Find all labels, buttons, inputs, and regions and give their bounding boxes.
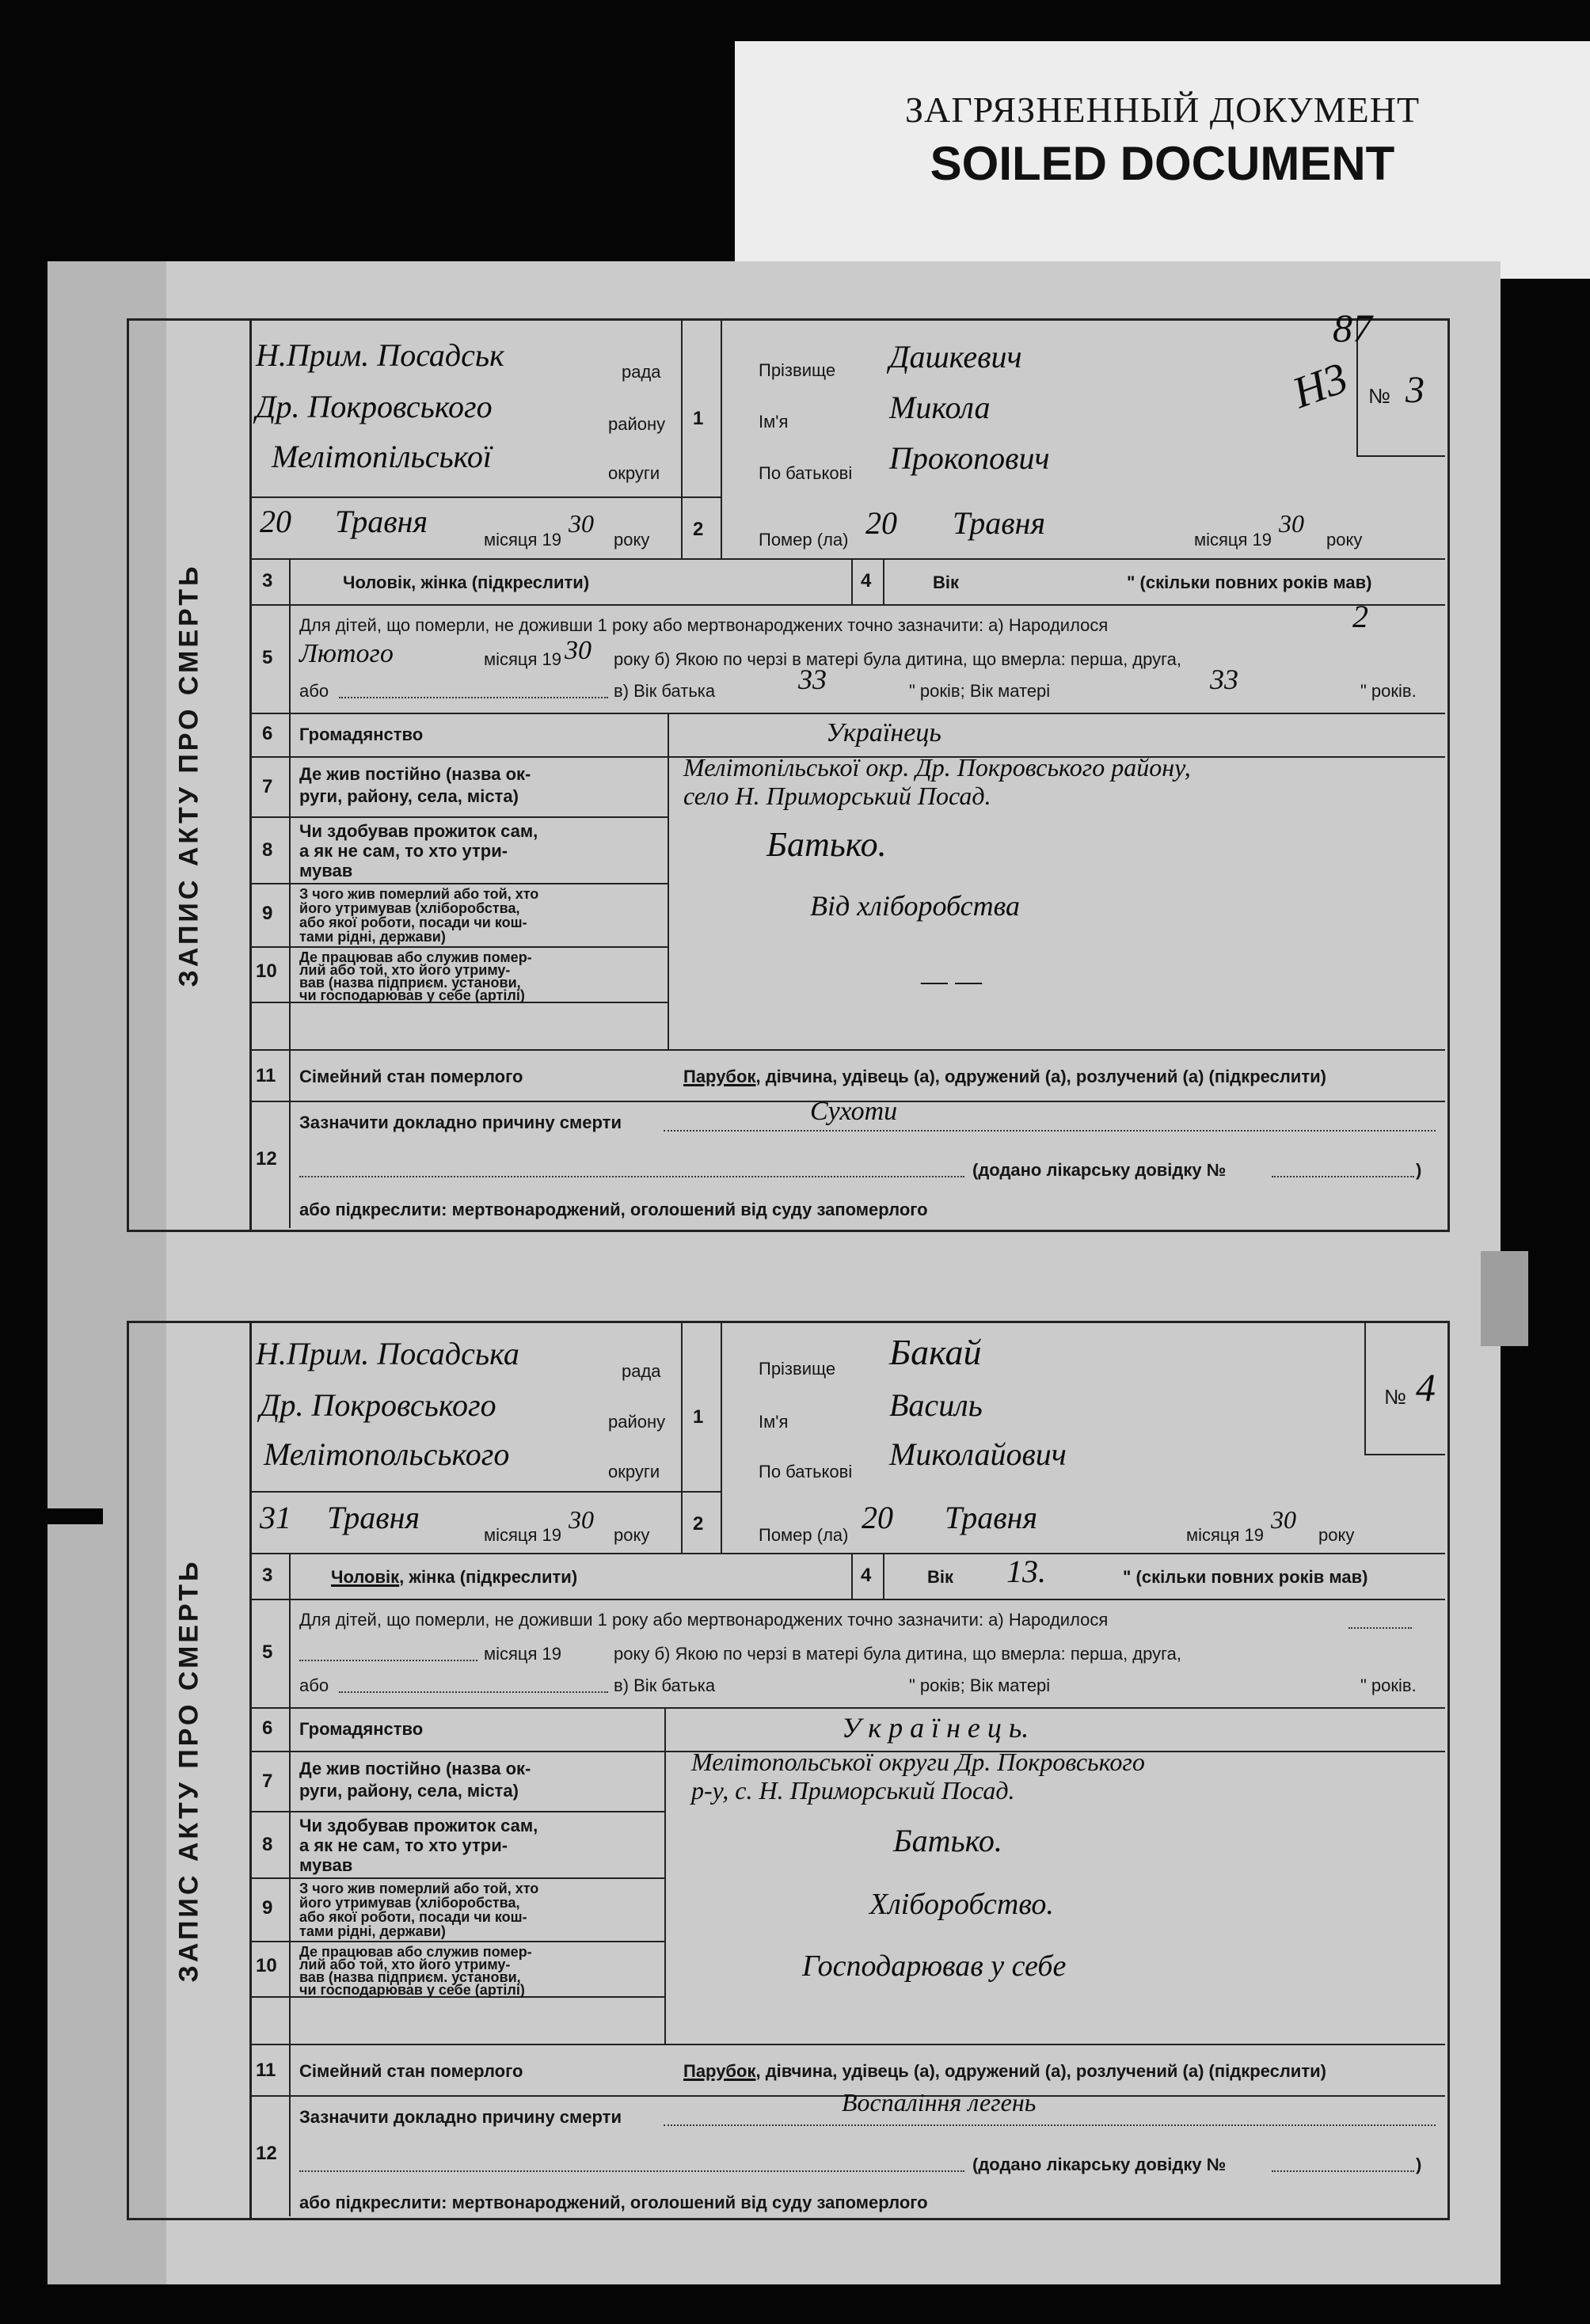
label-work-4: чи господарював у себе (артілі) [299, 1982, 525, 1998]
label-surname: Прізвище [759, 360, 836, 380]
record-number: 4 [1416, 1365, 1436, 1409]
label-age-note: " (скільки повних років мав) [1123, 1567, 1368, 1587]
label-citizenship: Громадянство [299, 1719, 424, 1739]
rada-name: Н.Прим. Посадська [256, 1336, 519, 1371]
label-work-2: лий або той, хто його утриму- [299, 962, 511, 978]
row-number: 10 [256, 960, 277, 982]
row-number: 3 [262, 1565, 273, 1586]
q5-or: або [299, 681, 329, 701]
row-number: 6 [262, 723, 273, 744]
source-value: Від хліборобства [810, 890, 1021, 922]
q5-line1: Для дітей, що померли, не доживши 1 року або мертвонароджених точно зазначити: а) Народилося [299, 1610, 1109, 1630]
death-year: 30 [1279, 509, 1304, 538]
label-work-3: вав (назва підприєм. установи, [299, 975, 521, 991]
label-cause: Зазначити докладно причину смерти [299, 1113, 622, 1132]
label-work-1: Де працював або служив помер- [299, 1944, 532, 1960]
row-number: 11 [256, 2060, 276, 2081]
label-citizenship: Громадянство [299, 725, 424, 744]
work-value: Господарював у себе [802, 1949, 1067, 1983]
age-value: 13. [1006, 1554, 1046, 1589]
label-name: Ім'я [759, 412, 789, 432]
label-sex: Чоловік, жінка (підкреслити) [343, 572, 590, 592]
label-died: Помер (ла) [759, 530, 849, 550]
stamp-line-english: SOILED DOCUMENT [930, 137, 1395, 190]
label-month-year: місяця 19 [484, 1525, 562, 1545]
okrug-name: Мелітопольського [264, 1436, 510, 1472]
cause-value: Воспаління легень [842, 2088, 1037, 2117]
surname-value: Дашкевич [889, 339, 1022, 375]
row-number: 1 [693, 408, 704, 429]
label-month-year: місяця 19 [484, 530, 562, 550]
label-livelihood-3: мував [299, 1855, 353, 1875]
row-number: 12 [256, 2143, 277, 2164]
q5-mother-age-label: " років; Вік матері [909, 1675, 1051, 1695]
label-okrugy: округи [608, 1462, 660, 1482]
label-residence-2: руги, району, села, міста) [299, 1781, 519, 1801]
label-cause-alt: або підкреслити: мертвонароджений, оголошений від суду запомерлого [299, 1200, 928, 1219]
citizenship-value: Українець [826, 718, 941, 747]
label-source-2: його утримував (хліборобства, [299, 1895, 520, 1911]
record-side-title: ЗАПИС АКТУ ПРО СМЕРТЬ [129, 1323, 252, 2218]
patronymic-value: Прокопович [889, 440, 1050, 476]
q5-mother-age-label: " років; Вік матері [909, 681, 1051, 701]
label-name: Ім'я [759, 1412, 789, 1432]
row-number: 9 [262, 1897, 273, 1919]
row-number: 2 [693, 1513, 704, 1535]
label-livelihood-3: мував [299, 861, 353, 881]
residence-value-1: Мелітопільської окр. Др. Покровського району, [683, 753, 1191, 782]
q5-father-age-label: в) Вік батька [614, 681, 716, 701]
label-certificate: (додано лікарську довідку № [972, 2155, 1227, 2174]
label-surname: Прізвище [759, 1359, 836, 1379]
row-number: 7 [262, 776, 273, 797]
death-year: 30 [1271, 1505, 1296, 1534]
death-day: 20 [865, 505, 897, 541]
row-number: 4 [861, 1565, 872, 1586]
row-number: 5 [262, 1641, 273, 1663]
row-number: 5 [262, 647, 273, 668]
label-marital: Сімейний стан померлого [299, 1067, 523, 1086]
supported-by-value: Батько. [766, 825, 887, 864]
label-rada: рада [622, 362, 661, 382]
row-number: 10 [256, 1955, 277, 1976]
q5-years: " років. [1360, 681, 1417, 701]
label-certificate-end: ) [1416, 1160, 1422, 1180]
death-record-2 [127, 1321, 1450, 2220]
registration-month: Травня [335, 504, 428, 539]
residence-value-2: р-у, с. Н. Приморський Посад. [691, 1776, 1015, 1805]
work-value: — — [921, 964, 983, 998]
row-number: 3 [262, 570, 273, 591]
row-number: 8 [262, 1834, 273, 1855]
cause-value: Сухоти [810, 1097, 898, 1126]
label-age-note: " (скільки повних років мав) [1127, 572, 1372, 592]
q5-line1: Для дітей, що померли, не доживши 1 року або мертвонароджених точно зазначити: а) Народилося [299, 615, 1109, 635]
row-number: 2 [693, 519, 704, 540]
corner-page-note: 87 [1333, 306, 1372, 350]
row-number: 1 [693, 1406, 704, 1428]
death-day: 20 [862, 1500, 893, 1535]
label-raionu: району [608, 414, 666, 434]
stamp-line-russian: ЗАГРЯЗНЕННЫЙ ДОКУМЕНТ [904, 89, 1421, 130]
surname-value: Бакай [889, 1332, 982, 1372]
father-age: 33 [798, 664, 827, 695]
row-number: 7 [262, 1771, 273, 1792]
label-work-1: Де працював або служив помер- [299, 949, 532, 965]
label-certificate-end: ) [1416, 2155, 1422, 2174]
registration-year: 30 [569, 1505, 594, 1534]
label-age: Вік [933, 572, 960, 592]
label-source-2: його утримував (хліборобства, [299, 900, 520, 916]
label-raionu: району [608, 1412, 666, 1432]
marital-underlined: Парубок [683, 1067, 756, 1086]
raion-name: Др. Покровського [260, 1387, 496, 1423]
row-number: 6 [262, 1717, 273, 1739]
label-cause: Зазначити докладно причину смерти [299, 2107, 622, 2127]
record-side-title: ЗАПИС АКТУ ПРО СМЕРТЬ [129, 321, 252, 1230]
death-month: Травня [953, 505, 1046, 541]
label-livelihood-1: Чи здобував прожиток сам, [299, 1816, 538, 1835]
label-work-4: чи господарював у себе (артілі) [299, 987, 525, 1003]
registration-year: 30 [569, 509, 594, 538]
label-number: № [1368, 384, 1390, 408]
label-livelihood-2: а як не сам, то хто утри- [299, 841, 508, 861]
born-month: Лютого [299, 639, 394, 668]
label-source-4: тами рідні, держави) [299, 929, 446, 945]
label-roku: року [614, 1525, 650, 1545]
raion-name: Др. Покровського [256, 389, 493, 424]
label-number: № [1384, 1385, 1406, 1409]
row-number: 9 [262, 903, 273, 924]
mother-age: 33 [1210, 664, 1238, 695]
residence-value-2: село Н. Приморський Посад. [683, 782, 991, 810]
rada-name: Н.Прим. Посадськ [256, 337, 504, 373]
label-age: Вік [927, 1567, 954, 1587]
row-number: 4 [861, 570, 872, 591]
registration-day: 20 [260, 504, 291, 539]
marital-underlined: Парубок [683, 2061, 756, 2081]
marital-options: Парубок, дівчина, удівець (а), одружений (а), розлучений (а) (підкреслити) [683, 2061, 1326, 2081]
label-roku: року [1326, 530, 1363, 550]
registration-day: 31 [260, 1500, 291, 1535]
label-source-1: З чого жив померлий або той, хто [299, 1881, 539, 1896]
q5-or: або [299, 1675, 329, 1695]
label-work-3: вав (назва підприєм. установи, [299, 1969, 521, 1985]
corner-mark: Н3 [1286, 353, 1354, 418]
row-number: 8 [262, 839, 273, 861]
label-source-4: тами рідні, держави) [299, 1923, 446, 1939]
marital-options: Парубок, дівчина, удівець (а), одружений (а), розлучений (а) (підкреслити) [683, 1067, 1326, 1086]
label-certificate: (додано лікарську довідку № [972, 1160, 1227, 1180]
label-source-1: З чого жив померлий або той, хто [299, 886, 539, 902]
label-marital: Сімейний стан померлого [299, 2061, 523, 2081]
okrug-name: Мелітопільської [272, 439, 492, 474]
q5-month: місяця 19 [484, 1644, 562, 1664]
row-number: 12 [256, 1148, 277, 1170]
label-source-3: або якої роботи, посади чи кош- [299, 915, 527, 930]
label-livelihood-1: Чи здобував прожиток сам, [299, 821, 538, 841]
label-okrugy: округи [608, 463, 660, 483]
paper-torn-edge [1481, 1251, 1528, 1346]
label-month-year: місяця 19 [1186, 1525, 1265, 1545]
label-roku: року [614, 530, 650, 550]
label-residence-1: Де жив постійно (назва ок- [299, 1759, 531, 1778]
record-number: 3 [1406, 369, 1425, 411]
born-day: 2 [1352, 599, 1368, 634]
citizenship-value: У к р а ї н е ц ь. [842, 1712, 1029, 1744]
patronymic-value: Миколайович [889, 1436, 1067, 1472]
death-record-1 [127, 306, 1450, 1232]
q5-month: місяця 19 [484, 649, 562, 669]
q5-father-age-label: в) Вік батька [614, 1675, 716, 1695]
source-value: Хліборобство. [869, 1888, 1054, 1921]
q5-line2: року б) Якою по черзі в матері була дитина, що вмерла: перша, друга, [614, 1644, 1182, 1664]
sex-underlined: Чоловік [331, 1567, 400, 1587]
death-month: Травня [945, 1500, 1038, 1535]
q5-years: " років. [1360, 1675, 1417, 1695]
label-roku: року [1318, 1525, 1355, 1545]
label-source-3: або якої роботи, посади чи кош- [299, 1909, 527, 1925]
label-sex: Чоловік, жінка (підкреслити) [331, 1567, 578, 1587]
label-cause-alt: або підкреслити: мертвонароджений, оголошений від суду запомерлого [299, 2193, 928, 2212]
registration-month: Травня [327, 1500, 420, 1535]
label-residence-1: Де жив постійно (назва ок- [299, 764, 531, 784]
label-livelihood-2: а як не сам, то хто утри- [299, 1835, 508, 1855]
label-died: Помер (ла) [759, 1525, 849, 1545]
soiled-document-stamp [735, 41, 1590, 279]
label-work-2: лий або той, хто його утриму- [299, 1957, 511, 1972]
name-value: Микола [889, 390, 991, 425]
label-residence-2: руги, району, села, міста) [299, 786, 519, 806]
residence-value-1: Мелітопольської округи Др. Покровського [691, 1748, 1145, 1776]
paper-fold-notch [48, 1508, 103, 1524]
name-value: Василь [889, 1387, 983, 1423]
label-rada: рада [622, 1361, 661, 1381]
label-month-year: місяця 19 [1194, 530, 1272, 550]
supported-by-value: Батько. [893, 1823, 1002, 1858]
born-year: 30 [565, 636, 591, 665]
label-patronymic: По батькові [759, 1462, 853, 1482]
row-number: 11 [256, 1065, 276, 1086]
label-patronymic: По батькові [759, 463, 853, 483]
q5-line2: року б) Якою по черзі в матері була дитина, що вмерла: перша, друга, [614, 649, 1182, 669]
